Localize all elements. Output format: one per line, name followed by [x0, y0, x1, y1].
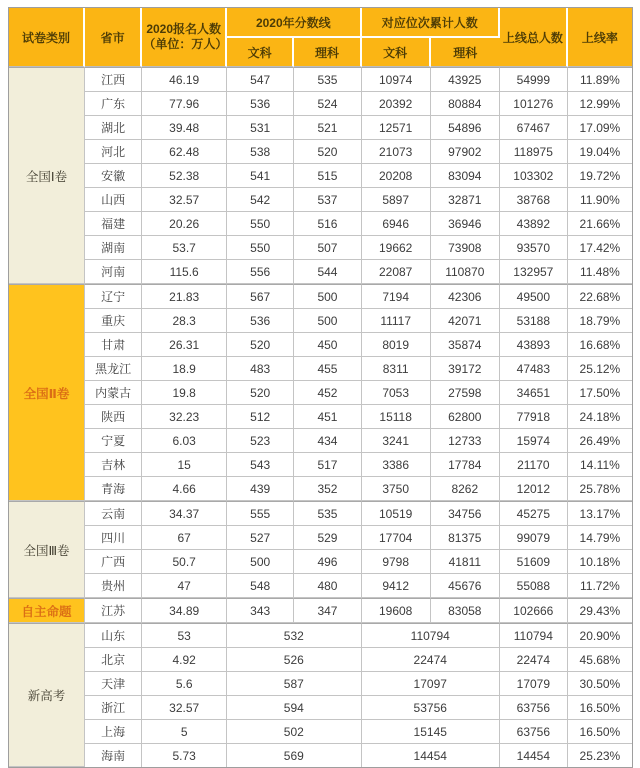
header-scoreline-group: 2020年分数线: [227, 8, 362, 38]
table-row: [9, 550, 632, 574]
total-cell: 14454: [500, 744, 568, 767]
rank-liberal-cell: 3386: [362, 453, 431, 477]
rank-science-cell: 32871: [431, 188, 500, 212]
rate-cell: 16.50%: [568, 696, 632, 720]
total-cell: 17079: [500, 672, 568, 696]
total-cell: 22474: [500, 648, 568, 672]
total-cell: 67467: [500, 116, 568, 140]
rate-cell: 16.68%: [568, 333, 632, 357]
total-cell: 43892: [500, 212, 568, 236]
total-cell: 47483: [500, 357, 568, 381]
scoreline-cell: 502: [227, 720, 362, 744]
applicants-cell: 32.57: [142, 188, 227, 212]
rank-science-cell: 54896: [431, 116, 500, 140]
score-liberal-cell: 555: [227, 501, 294, 526]
scoreline-cell: 587: [227, 672, 362, 696]
province-cell: 上海: [85, 720, 142, 744]
score-liberal-cell: 548: [227, 574, 294, 598]
score-science-cell: 496: [294, 550, 361, 574]
header-total: 上线总人数: [500, 8, 568, 67]
table-row: [9, 284, 632, 309]
rank-liberal-cell: 3750: [362, 477, 431, 501]
applicants-cell: 20.26: [142, 212, 227, 236]
province-cell: 安徽: [85, 164, 142, 188]
province-cell: 四川: [85, 526, 142, 550]
scoreline-cell: 569: [227, 744, 362, 767]
rate-cell: 17.09%: [568, 116, 632, 140]
total-cell: 21170: [500, 453, 568, 477]
score-science-cell: 450: [294, 333, 361, 357]
rate-cell: 30.50%: [568, 672, 632, 696]
header-rate: 上线率: [568, 8, 632, 67]
total-cell: 34651: [500, 381, 568, 405]
score-science-cell: 537: [294, 188, 361, 212]
applicants-cell: 4.66: [142, 477, 227, 501]
province-cell: 海南: [85, 744, 142, 767]
applicants-cell: 4.92: [142, 648, 227, 672]
applicants-cell: 53.7: [142, 236, 227, 260]
rank-science-cell: 62800: [431, 405, 500, 429]
rank-science-cell: 45676: [431, 574, 500, 598]
table-row: [9, 212, 632, 236]
rate-cell: 10.18%: [568, 550, 632, 574]
score-liberal-cell: 550: [227, 212, 294, 236]
table-row: [9, 720, 632, 744]
total-cell: 93570: [500, 236, 568, 260]
rate-cell: 29.43%: [568, 598, 632, 623]
table-row: [9, 381, 632, 405]
score-science-cell: 451: [294, 405, 361, 429]
header-category: 试卷类别: [9, 8, 85, 67]
province-cell: 浙江: [85, 696, 142, 720]
rank-science-cell: 34756: [431, 501, 500, 526]
applicants-cell: 5: [142, 720, 227, 744]
total-cell: 43893: [500, 333, 568, 357]
header-rank-liberal: 文科: [362, 38, 431, 67]
score-liberal-cell: 520: [227, 333, 294, 357]
table-row: [9, 672, 632, 696]
rank-liberal-cell: 7194: [362, 284, 431, 309]
score-science-cell: 521: [294, 116, 361, 140]
score-liberal-cell: 542: [227, 188, 294, 212]
rate-cell: 25.23%: [568, 744, 632, 767]
table-row: [9, 453, 632, 477]
rank-science-cell: 27598: [431, 381, 500, 405]
table-row: [9, 140, 632, 164]
score-liberal-cell: 536: [227, 92, 294, 116]
header-applicants: [142, 8, 227, 67]
score-science-cell: 500: [294, 309, 361, 333]
table-row: [9, 429, 632, 453]
rank-science-cell: 110870: [431, 260, 500, 284]
header-score-liberal: 文科: [227, 38, 294, 67]
rate-cell: 12.99%: [568, 92, 632, 116]
rank-science-cell: 35874: [431, 333, 500, 357]
rank-cell: 22474: [362, 648, 500, 672]
rank-liberal-cell: 6946: [362, 212, 431, 236]
rate-cell: 11.48%: [568, 260, 632, 284]
header-province: 省市: [85, 8, 142, 67]
score-liberal-cell: 483: [227, 357, 294, 381]
applicants-cell: 53: [142, 623, 227, 648]
table-row: [9, 92, 632, 116]
province-cell: 内蒙古: [85, 381, 142, 405]
total-cell: 77918: [500, 405, 568, 429]
province-cell: 宁夏: [85, 429, 142, 453]
rank-science-cell: 97902: [431, 140, 500, 164]
scoreline-cell: 526: [227, 648, 362, 672]
score-science-cell: 535: [294, 67, 361, 92]
score-science-cell: 452: [294, 381, 361, 405]
header-applicants-line1: 2020报名人数: [146, 22, 222, 36]
rate-cell: 14.79%: [568, 526, 632, 550]
table-row: [9, 574, 632, 598]
table-row: [9, 116, 632, 140]
table-row: [9, 526, 632, 550]
score-liberal-cell: 543: [227, 453, 294, 477]
total-cell: 118975: [500, 140, 568, 164]
rank-science-cell: 17784: [431, 453, 500, 477]
table-row: [9, 696, 632, 720]
rank-cell: 110794: [362, 623, 500, 648]
score-science-cell: 529: [294, 526, 361, 550]
rank-liberal-cell: 5897: [362, 188, 431, 212]
total-cell: 54999: [500, 67, 568, 92]
rank-science-cell: 42071: [431, 309, 500, 333]
applicants-cell: 6.03: [142, 429, 227, 453]
score-liberal-cell: 541: [227, 164, 294, 188]
province-cell: 吉林: [85, 453, 142, 477]
applicants-cell: 34.37: [142, 501, 227, 526]
score-liberal-cell: 531: [227, 116, 294, 140]
rank-cell: 15145: [362, 720, 500, 744]
applicants-cell: 52.38: [142, 164, 227, 188]
province-cell: 江苏: [85, 598, 142, 623]
score-science-cell: 544: [294, 260, 361, 284]
rank-liberal-cell: 22087: [362, 260, 431, 284]
rate-cell: 11.72%: [568, 574, 632, 598]
table-row: [9, 260, 632, 284]
category-cell: 全国Ⅰ卷: [9, 67, 85, 284]
score-science-cell: 347: [294, 598, 361, 623]
total-cell: 101276: [500, 92, 568, 116]
rank-liberal-cell: 8019: [362, 333, 431, 357]
table-row: [9, 236, 632, 260]
rate-cell: 21.66%: [568, 212, 632, 236]
rate-cell: 11.89%: [568, 67, 632, 92]
province-cell: 湖南: [85, 236, 142, 260]
score-science-cell: 535: [294, 501, 361, 526]
total-cell: 51609: [500, 550, 568, 574]
gaokao-score-table: [8, 7, 633, 768]
rank-science-cell: 41811: [431, 550, 500, 574]
total-cell: 103302: [500, 164, 568, 188]
score-liberal-cell: 512: [227, 405, 294, 429]
total-cell: 102666: [500, 598, 568, 623]
scoreline-cell: 594: [227, 696, 362, 720]
score-science-cell: 480: [294, 574, 361, 598]
total-cell: 49500: [500, 284, 568, 309]
scoreline-cell: 532: [227, 623, 362, 648]
applicants-cell: 19.8: [142, 381, 227, 405]
province-cell: 广东: [85, 92, 142, 116]
rank-liberal-cell: 12571: [362, 116, 431, 140]
rate-cell: 25.12%: [568, 357, 632, 381]
rate-cell: 17.42%: [568, 236, 632, 260]
rate-cell: 13.17%: [568, 501, 632, 526]
table-row: [9, 67, 632, 92]
score-liberal-cell: 343: [227, 598, 294, 623]
total-cell: 132957: [500, 260, 568, 284]
rank-science-cell: 83094: [431, 164, 500, 188]
total-cell: 15974: [500, 429, 568, 453]
rank-liberal-cell: 8311: [362, 357, 431, 381]
table-row: [9, 405, 632, 429]
applicants-cell: 5.6: [142, 672, 227, 696]
header-rank-group: 对应位次累计人数: [362, 8, 500, 38]
province-cell: 天津: [85, 672, 142, 696]
province-cell: 河北: [85, 140, 142, 164]
category-cell: 全国Ⅲ卷: [9, 501, 85, 598]
rank-liberal-cell: 19662: [362, 236, 431, 260]
rank-liberal-cell: 9412: [362, 574, 431, 598]
applicants-cell: 34.89: [142, 598, 227, 623]
rank-science-cell: 80884: [431, 92, 500, 116]
applicants-cell: 47: [142, 574, 227, 598]
score-science-cell: 434: [294, 429, 361, 453]
score-liberal-cell: 550: [227, 236, 294, 260]
score-liberal-cell: 527: [227, 526, 294, 550]
score-liberal-cell: 520: [227, 381, 294, 405]
rank-liberal-cell: 19608: [362, 598, 431, 623]
rank-science-cell: 36946: [431, 212, 500, 236]
rate-cell: 26.49%: [568, 429, 632, 453]
applicants-cell: 15: [142, 453, 227, 477]
rank-liberal-cell: 20208: [362, 164, 431, 188]
score-science-cell: 500: [294, 284, 361, 309]
rank-cell: 53756: [362, 696, 500, 720]
category-cell: 全国Ⅱ卷: [9, 284, 85, 501]
rate-cell: 22.68%: [568, 284, 632, 309]
rank-cell: 17097: [362, 672, 500, 696]
rank-liberal-cell: 10974: [362, 67, 431, 92]
rate-cell: 18.79%: [568, 309, 632, 333]
province-cell: 河南: [85, 260, 142, 284]
province-cell: 福建: [85, 212, 142, 236]
score-science-cell: 520: [294, 140, 361, 164]
rank-liberal-cell: 3241: [362, 429, 431, 453]
rate-cell: 20.90%: [568, 623, 632, 648]
table-row: [9, 164, 632, 188]
rank-liberal-cell: 20392: [362, 92, 431, 116]
applicants-cell: 46.19: [142, 67, 227, 92]
table-row: [9, 309, 632, 333]
rank-liberal-cell: 17704: [362, 526, 431, 550]
rate-cell: 11.90%: [568, 188, 632, 212]
total-cell: 99079: [500, 526, 568, 550]
table-row: [9, 623, 632, 648]
score-science-cell: 455: [294, 357, 361, 381]
applicants-cell: 21.83: [142, 284, 227, 309]
rank-liberal-cell: 15118: [362, 405, 431, 429]
table-row: [9, 501, 632, 526]
applicants-cell: 26.31: [142, 333, 227, 357]
score-liberal-cell: 536: [227, 309, 294, 333]
table-row: [9, 188, 632, 212]
rate-cell: 19.72%: [568, 164, 632, 188]
rank-science-cell: 83058: [431, 598, 500, 623]
score-liberal-cell: 538: [227, 140, 294, 164]
score-science-cell: 524: [294, 92, 361, 116]
applicants-cell: 50.7: [142, 550, 227, 574]
applicants-cell: 39.48: [142, 116, 227, 140]
province-cell: 黑龙江: [85, 357, 142, 381]
score-science-cell: 516: [294, 212, 361, 236]
applicants-cell: 28.3: [142, 309, 227, 333]
header-rank-science: 理科: [431, 38, 500, 67]
rank-science-cell: 42306: [431, 284, 500, 309]
rank-science-cell: 81375: [431, 526, 500, 550]
table-row: [9, 598, 632, 623]
rank-liberal-cell: 9798: [362, 550, 431, 574]
rate-cell: 24.18%: [568, 405, 632, 429]
category-cell: 自主命题: [9, 598, 85, 623]
total-cell: 63756: [500, 720, 568, 744]
score-science-cell: 352: [294, 477, 361, 501]
table-row: [9, 477, 632, 501]
score-liberal-cell: 439: [227, 477, 294, 501]
province-cell: 山东: [85, 623, 142, 648]
rate-cell: 25.78%: [568, 477, 632, 501]
applicants-cell: 18.9: [142, 357, 227, 381]
province-cell: 山西: [85, 188, 142, 212]
province-cell: 北京: [85, 648, 142, 672]
applicants-cell: 5.73: [142, 744, 227, 767]
province-cell: 陕西: [85, 405, 142, 429]
table-header: [9, 8, 632, 67]
rate-cell: 45.68%: [568, 648, 632, 672]
applicants-cell: 67: [142, 526, 227, 550]
rate-cell: 16.50%: [568, 720, 632, 744]
score-liberal-cell: 523: [227, 429, 294, 453]
rank-liberal-cell: 21073: [362, 140, 431, 164]
applicants-cell: 115.6: [142, 260, 227, 284]
rank-science-cell: 73908: [431, 236, 500, 260]
total-cell: 45275: [500, 501, 568, 526]
province-cell: 广西: [85, 550, 142, 574]
province-cell: 贵州: [85, 574, 142, 598]
rate-cell: 14.11%: [568, 453, 632, 477]
rank-liberal-cell: 7053: [362, 381, 431, 405]
total-cell: 55088: [500, 574, 568, 598]
total-cell: 38768: [500, 188, 568, 212]
applicants-cell: 32.23: [142, 405, 227, 429]
score-science-cell: 517: [294, 453, 361, 477]
rank-science-cell: 43925: [431, 67, 500, 92]
table-body: [9, 67, 632, 767]
total-cell: 12012: [500, 477, 568, 501]
total-cell: 63756: [500, 696, 568, 720]
province-cell: 云南: [85, 501, 142, 526]
score-liberal-cell: 500: [227, 550, 294, 574]
score-science-cell: 515: [294, 164, 361, 188]
header-score-science: 理科: [294, 38, 361, 67]
table-row: [9, 333, 632, 357]
province-cell: 辽宁: [85, 284, 142, 309]
table-row: [9, 357, 632, 381]
province-cell: 甘肃: [85, 333, 142, 357]
score-liberal-cell: 547: [227, 67, 294, 92]
score-liberal-cell: 567: [227, 284, 294, 309]
rank-science-cell: 39172: [431, 357, 500, 381]
rank-science-cell: 8262: [431, 477, 500, 501]
table-row: [9, 744, 632, 767]
rate-cell: 17.50%: [568, 381, 632, 405]
table-row: [9, 648, 632, 672]
category-cell: 新高考: [9, 623, 85, 767]
province-cell: 重庆: [85, 309, 142, 333]
rank-liberal-cell: 10519: [362, 501, 431, 526]
applicants-cell: 32.57: [142, 696, 227, 720]
total-cell: 110794: [500, 623, 568, 648]
applicants-cell: 77.96: [142, 92, 227, 116]
total-cell: 53188: [500, 309, 568, 333]
score-science-cell: 507: [294, 236, 361, 260]
score-liberal-cell: 556: [227, 260, 294, 284]
province-cell: 江西: [85, 67, 142, 92]
province-cell: 青海: [85, 477, 142, 501]
rate-cell: 19.04%: [568, 140, 632, 164]
applicants-cell: 62.48: [142, 140, 227, 164]
header-applicants-line2: （单位：万人）: [143, 37, 228, 51]
rank-cell: 14454: [362, 744, 500, 767]
province-cell: 湖北: [85, 116, 142, 140]
rank-liberal-cell: 11117: [362, 309, 431, 333]
rank-science-cell: 12733: [431, 429, 500, 453]
